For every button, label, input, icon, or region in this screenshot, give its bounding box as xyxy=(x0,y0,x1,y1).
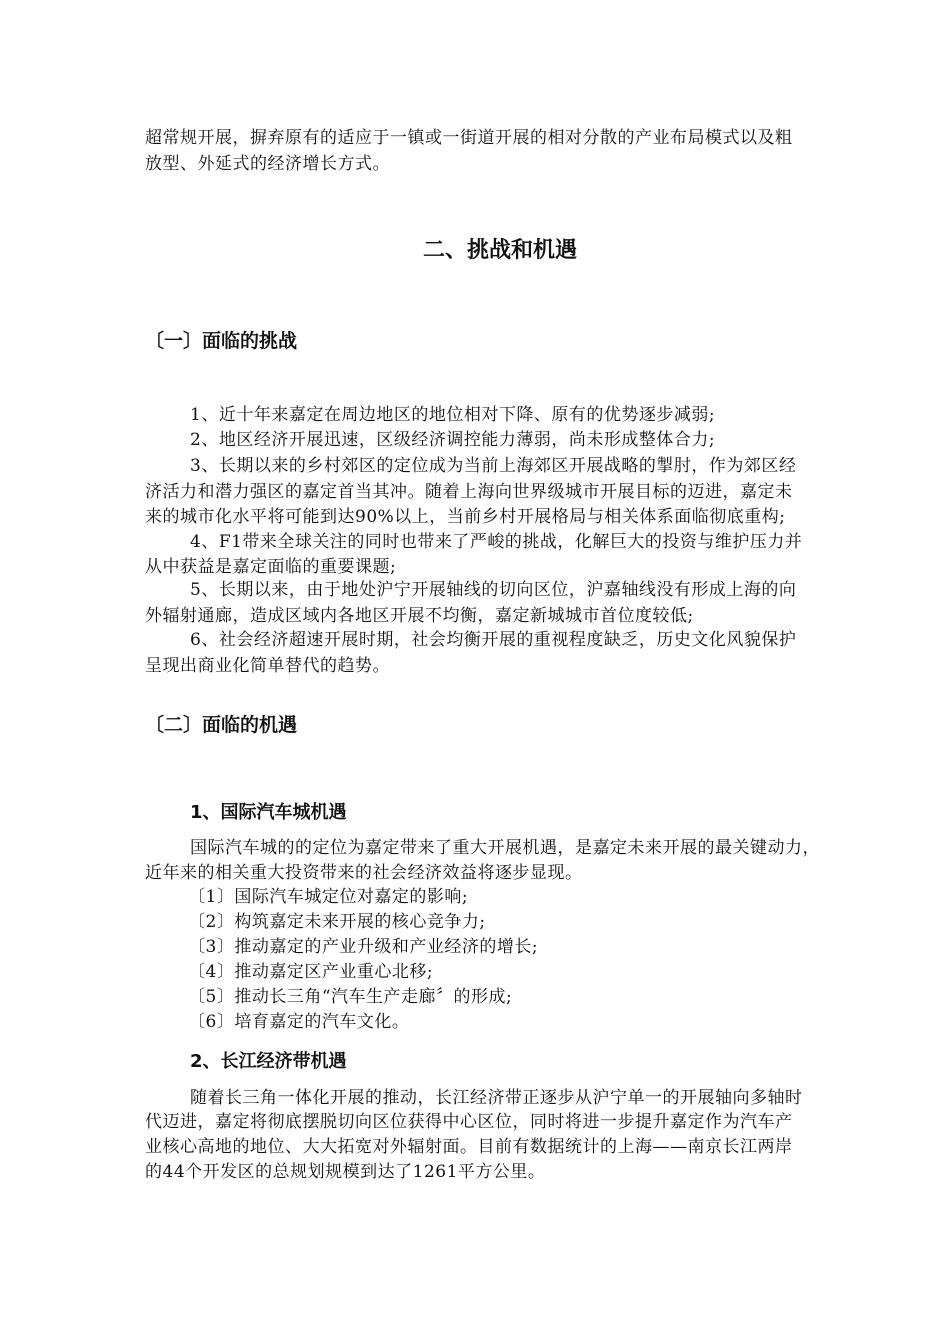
challenge-line: 1、近十年来嘉定在周边地区的地位相对下降、原有的优势逐步减弱; xyxy=(190,405,716,425)
challenge-line: 6、社会经济超速开展时期，社会均衡开展的重视程度缺乏，历史文化风貌保护 xyxy=(190,630,797,650)
intro-line: 放型、外延式的经济增长方式。 xyxy=(145,154,390,174)
auto-city-heading: 1、国际汽车城机遇 xyxy=(190,802,347,823)
section-title: 二、挑战和机遇 xyxy=(422,238,577,263)
yangtze-line: 随着长三角一体化开展的推动，长江经济带正逐步从沪宁单一的开展轴向多轴时 xyxy=(190,1088,803,1108)
opportunities-heading: 〔二〕面临的机遇 xyxy=(145,714,298,736)
yangtze-line: 代迈进，嘉定将彻底摆脱切向区位获得中心区位，同时将进一步提升嘉定作为汽车产 xyxy=(145,1112,793,1132)
auto-city-item: 〔2〕构筑嘉定未来开展的核心竞争力; xyxy=(188,912,486,932)
intro-line: 超常规开展，摒弃原有的适应于一镇或一街道开展的相对分散的产业布局模式以及粗 xyxy=(145,128,793,148)
challenge-line: 从中获益是嘉定面临的重要课题; xyxy=(145,557,397,577)
auto-city-item: 〔3〕推动嘉定的产业升级和产业经济的增长; xyxy=(188,937,539,957)
yangtze-line: 业核心高地的地位、大大拓宽对外辐射面。目前有数据统计的上海——南京长江两岸 xyxy=(145,1137,793,1157)
challenge-line: 来的城市化水平将可能到达90%以上，当前乡村开展格局与相关体系面临彻底重构; xyxy=(145,507,786,527)
auto-city-item: 〔1〕国际汽车城定位对嘉定的影响; xyxy=(188,887,469,907)
yangtze-heading: 2、长江经济带机遇 xyxy=(190,1051,347,1072)
challenge-line: 5、长期以来，由于地处沪宁开展轴线的切向区位，沪嘉轴线没有形成上海的向 xyxy=(190,580,797,600)
yangtze-line: 的44个开发区的总规划规模到达了1261平方公里。 xyxy=(145,1162,546,1182)
challenge-line: 济活力和潜力强区的嘉定首当其冲。随着上海向世界级城市开展目标的迈进，嘉定未 xyxy=(145,482,793,502)
auto-city-item: 〔5〕推动长三角“汽车生产走廊〞的形成; xyxy=(188,987,513,1007)
challenge-line: 呈现出商业化简单替代的趋势。 xyxy=(145,656,390,676)
auto-city-item: 〔6〕培育嘉定的汽车文化。 xyxy=(188,1012,410,1032)
auto-city-line: 国际汽车城的的定位为嘉定带来了重大开展机遇，是嘉定未来开展的最关键动力， xyxy=(190,838,820,858)
auto-city-item: 〔4〕推动嘉定区产业重心北移; xyxy=(188,962,434,982)
challenge-line: 2、地区经济开展迅速，区级经济调控能力薄弱，尚未形成整体合力; xyxy=(190,430,716,450)
challenge-line: 外辐射通廊，造成区域内各地区开展不均衡，嘉定新城城市首位度较低; xyxy=(145,606,694,626)
challenges-heading: 〔一〕面临的挑战 xyxy=(145,330,298,352)
challenge-line: 4、F1带来全球关注的同时也带来了严峻的挑战，化解巨大的投资与维护压力并 xyxy=(190,532,803,552)
challenge-line: 3、长期以来的乡村郊区的定位成为当前上海郊区开展战略的掣肘，作为郊区经 xyxy=(190,456,797,476)
auto-city-line: 近年来的相关重大投资带来的社会经济效益将逐步显现。 xyxy=(145,863,583,883)
